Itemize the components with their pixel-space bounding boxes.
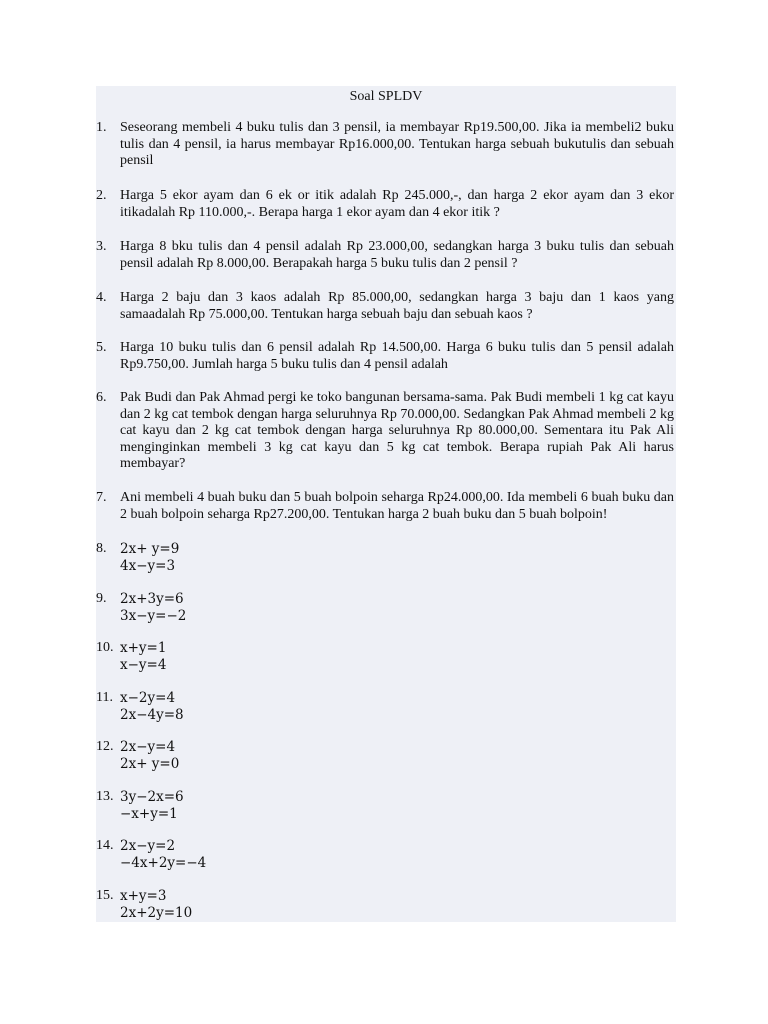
equation-1: x−2y=4 [120,690,176,706]
equation-1: 2x−y=4 [120,739,176,755]
equation-system [120,591,674,624]
equation-2: x−y=4 [120,656,167,673]
problem-text: Harga 10 buku tulis dan 6 pensil adalah Rp 14.500,00. Harga 6 buku tulis dan 5 pensil adalah Rp9.750,00. Jumlah harga 5 buku tulis dan 4 pensil adalah [120,340,674,372]
problem-number: 15. [96,888,114,903]
problem-text: Harga 5 ekor ayam dan 6 ek or itik adalah Rp 245.000,-, dan harga 2 ekor ayam dan 3 ekor itikadalah Rp 110.000,-. Berapa harga 1 ekor ayam dan 4 ekor itik ? [120,188,674,220]
document-page [96,86,676,922]
equation-1: x+y=3 [120,888,167,904]
equation-system [120,541,674,574]
problem-number: 9. [96,591,107,606]
problem-number: 2. [96,188,107,203]
problem-number: 8. [96,541,107,556]
equation-1: x+y=1 [120,640,167,656]
equation-system [120,888,674,921]
problem-number: 7. [96,490,107,505]
problem-number: 5. [96,340,107,355]
problem-number: 12. [96,739,114,754]
problem-text: Pak Budi dan Pak Ahmad pergi ke toko bangunan bersama-sama. Pak Budi membeli 1 kg cat kayu dan 2 kg cat tembok dengan harga seluruhnya Rp 70.000,00. Sedangkan Pak Ahmad membeli 2 kg cat kayu dan 2 kg cat tembok dengan harga seluruhnya Rp 80.000,00. Sementara itu Pak Ali menginginkan membeli 3 kg cat kayu dan 5 kg cat tembok. Berapa rupiah Pak Ali harus membayar? [120,390,674,471]
equation-2: 3x−y=−2 [120,607,187,624]
problem-number: 14. [96,838,114,853]
problem-number: 6. [96,390,107,405]
problem-number: 11. [96,690,113,705]
equation-1: 2x+ y=9 [120,541,180,557]
equation-2: 2x+2y=10 [120,904,193,921]
problem-number: 3. [96,239,107,254]
problem-number: 4. [96,290,107,305]
problem-number: 1. [96,120,107,135]
equation-2: 2x+ y=0 [120,755,180,772]
equation-1: 2x+3y=6 [120,591,184,607]
document-title: Soal SPLDV [349,89,423,104]
problem-text: Seseorang membeli 4 buku tulis dan 3 pensil, ia membayar Rp19.500,00. Jika ia membeli2 buku tulis dan 4 pensil, ia harus membayar Rp16.000,00. Tentukan harga sebuah bukutulis dan sebuah pensil [120,120,674,168]
equation-system [120,640,674,673]
equation-1: 3y−2x=6 [120,789,184,805]
equation-system [120,690,674,723]
equation-2: 4x−y=3 [120,557,176,574]
problem-number: 10. [96,640,114,655]
equation-system [120,838,674,871]
equation-2: −x+y=1 [120,805,178,822]
problem-text: Harga 8 bku tulis dan 4 pensil adalah Rp 23.000,00, sedangkan harga 3 buku tulis dan sebuah pensil adalah Rp 8.000,00. Berapakah harga 5 buku tulis dan 2 pensil ? [120,239,674,271]
equation-2: −4x+2y=−4 [120,854,207,871]
problem-number: 13. [96,789,114,804]
problem-text: Ani membeli 4 buah buku dan 5 buah bolpoin seharga Rp24.000,00. Ida membeli 6 buah buku dan 2 buah bolpoin seharga Rp27.200,00. Tentukan harga 2 buah buku dan 5 buah bolpoin! [120,490,674,522]
problem-text: Harga 2 baju dan 3 kaos adalah Rp 85.000,00, sedangkan harga 3 baju dan 1 kaos yang samaadalah Rp 75.000,00. Tentukan harga sebuah baju dan sebuah kaos ? [120,290,674,322]
equation-2: 2x−4y=8 [120,706,184,723]
equation-system [120,739,674,772]
equation-system [120,789,674,822]
equation-1: 2x−y=2 [120,838,176,854]
